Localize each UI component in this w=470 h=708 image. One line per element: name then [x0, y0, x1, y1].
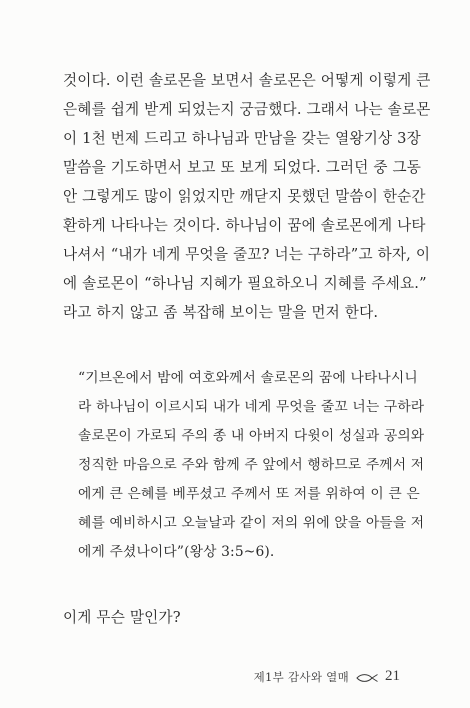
text-line: 환하게 나타나는 것이다. 하나님이 꿈에 솔로몬에게 나타	[63, 217, 426, 234]
section-question: 이게 무슨 말인가?	[63, 609, 181, 626]
chapter-title: 제1부 감사와 열매	[253, 669, 349, 684]
quote-line: 솔로몬이 가로되 주의 종 내 아버지 다윗이 성실과 공의와	[78, 428, 425, 444]
text-line: 것이다. 이런 솔로몬을 보면서 솔로몬은 어떻게 이렇게 큰	[63, 72, 431, 89]
quote-line: 에게 주셨나이다”(왕상 3:5~6).	[78, 544, 275, 560]
text-line: 말씀을 기도하면서 보고 또 보게 되었다. 그러던 중 그동	[63, 159, 422, 176]
text-line: 이 1천 번제 드리고 하나님과 만남을 갖는 열왕기상 3장	[63, 130, 421, 147]
text-line: 안 그렇게도 많이 읽었지만 깨닫지 못했던 말씀이 한순간	[63, 188, 426, 205]
page-number: 21	[385, 668, 400, 684]
fish-icon	[355, 672, 379, 682]
page-footer	[254, 668, 400, 685]
text-line: 라고 하지 않고 좀 복잡해 보이는 말을 먼저 한다.	[63, 304, 379, 321]
text-line: 에 솔로몬이 “하나님 지혜가 필요하오니 지혜를 주세요.”	[63, 275, 427, 292]
text-line: 나셔서 “내가 네게 무엇을 줄꼬? 너는 구하라”고 하자, 이	[63, 246, 431, 263]
quote-line: “기브온에서 밤에 여호와께서 솔로몬의 꿈에 나타나시니	[78, 370, 418, 386]
quote-line: 정직한 마음으로 주와 함께 주 앞에서 행하므로 주께서 저	[78, 457, 425, 473]
quote-line: 혜를 예비하시고 오늘날과 같이 저의 위에 앉을 아들을 저	[78, 515, 425, 531]
quote-line: 에게 큰 은혜를 베푸셨고 주께서 또 저를 위하여 이 큰 은	[78, 486, 420, 502]
text-line: 은혜를 쉽게 받게 되었는지 궁금했다. 그래서 나는 솔로몬	[63, 101, 431, 118]
quote-line: 라 하나님이 이르시되 내가 네게 무엇을 줄꼬 너는 구하라	[78, 399, 425, 415]
